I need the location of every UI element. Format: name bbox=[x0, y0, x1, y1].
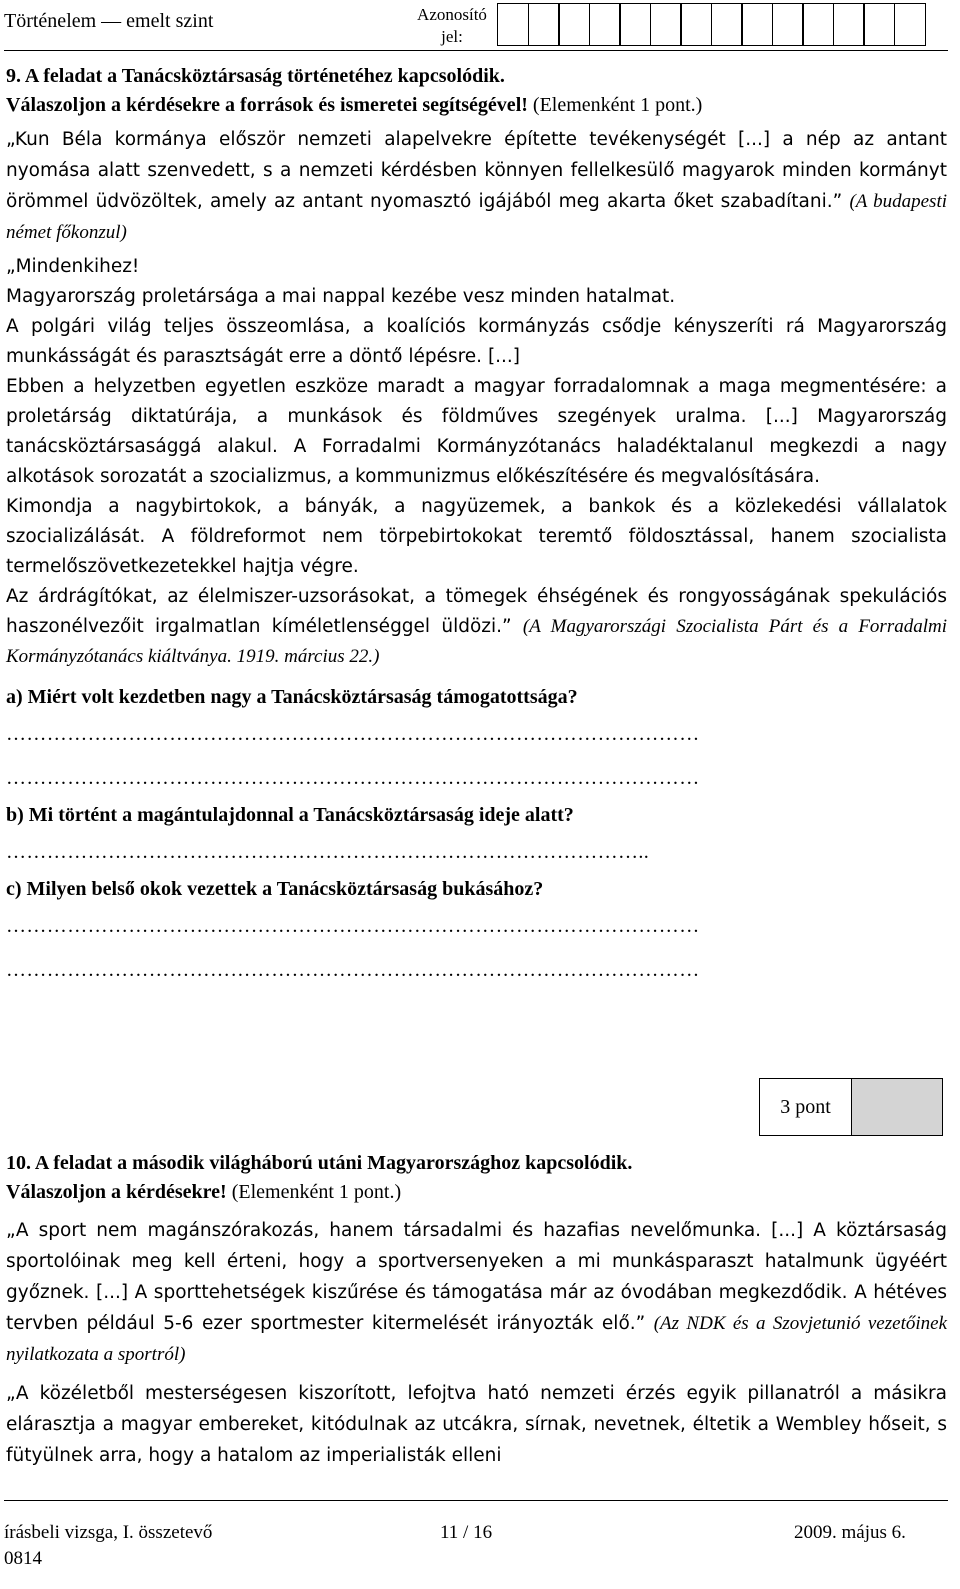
id-box[interactable] bbox=[802, 3, 834, 46]
footer-rule bbox=[4, 1500, 948, 1501]
q9-heading-line1: 9. A feladat a Tanácsköztársaság történetéhez kapcsolódik. bbox=[6, 65, 505, 87]
question-9 bbox=[6, 62, 947, 992]
q10-p1-text: „A sport nem magánszórakozás, hanem társadalmi és hazafias nevelőmunka. [...] A köztársaság sportolóinak meg kell érteni, hogy a sportversenyeken a mi munkásparaszt hatalmunk ügyéért győznek. [...] A sporttehetségek kiszűrése és támogatása már az óvodában megkezdődik. A hétéves tervben például 5-6 ezer sportmester kitermelését irányozták elő.” bbox=[6, 1220, 947, 1334]
id-box[interactable] bbox=[711, 3, 743, 46]
footer-page-number: 11 / 16 bbox=[440, 1522, 493, 1543]
id-label bbox=[410, 4, 494, 48]
id-box[interactable] bbox=[558, 3, 590, 46]
subject-title: Történelem — emelt szint bbox=[4, 10, 214, 32]
score-box bbox=[759, 1078, 943, 1136]
q10-p2: „A közéletből mesterségesen kiszorított, lefojtva ható nemzeti érzés egyik pillanatról a másikra elárasztja a magyar embereket, kitódulnak az utcákra, sírnak, nevetnek, éltetik a Wembley hőseit, s fütyülnek arra, hogy a hatalom az imperialisták elleni bbox=[6, 1383, 947, 1466]
answer-line-b1[interactable]: ………………………………………………………………………………….. bbox=[6, 841, 650, 863]
q9-heading-note: (Elemenként 1 pont.) bbox=[532, 94, 703, 116]
id-box[interactable] bbox=[741, 3, 773, 46]
id-box[interactable] bbox=[650, 3, 682, 46]
footer-code: 0814 bbox=[4, 1548, 42, 1569]
q9-p1: „Mindenkihez! bbox=[6, 256, 140, 277]
q9-p4: Ebben a helyzetben egyetlen eszköze maradt a magyar forradalomnak a maga megmentésére: a proletárság diktatúrája, a munkások és földműves szegények uralma. [...] Magyarország tanácsköztársasággá alakul. A Forradalmi Kormányzótanács haladéktalanul megkezdi a nagy alkotások sorozatát a szocializmus, a kommunizmus előkészítésére és megvalósítására. bbox=[6, 376, 947, 487]
id-box[interactable] bbox=[528, 3, 560, 46]
footer-exam-part: írásbeli vizsga, I. összetevő bbox=[4, 1522, 213, 1543]
q9-p6-ref: (A Magyarországi Szocialista Párt és a Forradalmi Kormányzótanács kiáltványa. 1919. március 22.) bbox=[6, 616, 947, 667]
answer-line-c1[interactable]: ………………………………………………………………………………………… bbox=[6, 915, 700, 937]
q9-p2: Magyarország proletársága a mai nappal kezébe vesz minden hatalmat. bbox=[6, 286, 676, 307]
page-footer bbox=[0, 1500, 960, 1589]
header-rule bbox=[4, 50, 948, 51]
id-label-line1: Azonosító bbox=[417, 5, 487, 24]
id-box[interactable] bbox=[619, 3, 651, 46]
id-boxes bbox=[497, 3, 924, 46]
id-label-line2: jel: bbox=[441, 27, 463, 46]
q9-source1-ref: (A budapesti német főkonzul) bbox=[6, 191, 948, 243]
q9-heading-line2 bbox=[6, 91, 947, 120]
page-header bbox=[0, 0, 960, 60]
question-c: c) Milyen belső okok vezettek a Tanácsköztársaság bukásához? bbox=[6, 878, 544, 900]
id-box[interactable] bbox=[833, 3, 865, 46]
id-box[interactable] bbox=[497, 3, 529, 46]
id-box[interactable] bbox=[680, 3, 712, 46]
q10-p1 bbox=[6, 1215, 947, 1370]
q9-p6 bbox=[6, 582, 947, 672]
question-b: b) Mi történt a magántulajdonnal a Tanácsköztársaság ideje alatt? bbox=[6, 804, 574, 826]
q10-heading-note: (Elemenként 1 pont.) bbox=[231, 1181, 402, 1203]
q10-heading-line2 bbox=[6, 1178, 947, 1207]
q10-heading-instruction: Válaszoljon a kérdésekre! bbox=[6, 1181, 227, 1203]
answer-line-c2[interactable]: ………………………………………………………………………………………… bbox=[6, 959, 700, 981]
question-a: a) Miért volt kezdetben nagy a Tanácsköztársaság támogatottsága? bbox=[6, 686, 578, 708]
question-10 bbox=[6, 1149, 947, 1471]
id-box[interactable] bbox=[894, 3, 926, 46]
q9-heading-instruction: Válaszoljon a kérdésekre a források és ismeretei segítségével! bbox=[6, 94, 528, 116]
answer-line-a2[interactable]: ………………………………………………………………………………………… bbox=[6, 767, 700, 789]
q9-source1-text: „Kun Béla kormánya először nemzeti alapelvekre építette tevékenységét [...] a nép az antant nyomása alatt szenvedett, s a nemzeti kérdésben könnyen fellelkesülő magyarok minden kormányt örömmel üdvözöltek, amely az antant nyomasztó igájából meg akarta őket szabadítani.” bbox=[6, 129, 947, 212]
id-box[interactable] bbox=[863, 3, 895, 46]
q9-p6-text: Az árdrágítókat, az élelmiszer-uzsorásokat, a tömegek éhségének és rongyosságának spekulációs haszonélvezőit irgalmatlan kíméletlenséggel üldözi.” bbox=[6, 586, 947, 637]
id-box[interactable] bbox=[772, 3, 804, 46]
score-entry-cell[interactable] bbox=[851, 1079, 942, 1135]
q10-heading bbox=[6, 1149, 947, 1207]
q10-p1-ref: (Az NDK és a Szovjetunió vezetőinek nyilatkozata a sportról) bbox=[6, 1313, 947, 1365]
q9-heading bbox=[6, 62, 947, 120]
q9-p5: Kimondja a nagybirtokok, a bányák, a nagyüzemek, a bankok és a közlekedési vállalatok szocializálását. A földreformot nem törpebirtokokat teremtő földosztással, hanem szocialista termelőszövetkezetekkel hajtja végre. bbox=[6, 496, 947, 577]
footer-date: 2009. május 6. bbox=[794, 1522, 906, 1543]
id-box[interactable] bbox=[589, 3, 621, 46]
answer-line-a1[interactable]: ………………………………………………………………………………………… bbox=[6, 723, 700, 745]
q9-source1 bbox=[6, 124, 947, 248]
q9-p3: A polgári világ teljes összeomlása, a koalíciós kormányzás csődje kényszeríti rá Magyarország munkásságát és parasztságát erre a döntő lépésre. [...] bbox=[6, 316, 947, 367]
score-label: 3 pont bbox=[780, 1095, 831, 1118]
q10-heading-line1: 10. A feladat a második világháború utáni Magyarországhoz kapcsolódik. bbox=[6, 1152, 633, 1174]
